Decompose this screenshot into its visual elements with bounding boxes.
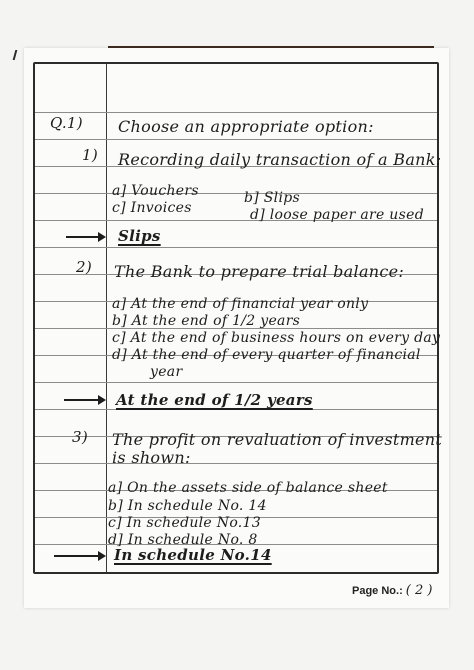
ruled-line <box>35 193 437 194</box>
q1-number: 1) <box>82 146 98 164</box>
page-number-label: Page No.: <box>352 585 403 597</box>
q3-prompt-line1: The profit on revaluation of investment <box>112 430 443 449</box>
ruled-line <box>35 247 437 248</box>
question-number: Q.1) <box>50 114 83 132</box>
q2-option-a: a] At the end of financial year only <box>112 296 369 312</box>
q2-option-d: d] At the end of every quarter of financial <box>112 347 421 363</box>
q3-option-c: c] In schedule No.13 <box>108 515 261 531</box>
ruled-line <box>35 139 437 140</box>
page-top-edge <box>108 46 434 48</box>
q2-number: 2) <box>76 258 92 276</box>
q1-option-d: d] loose paper are used <box>250 207 424 223</box>
q3-option-b: b] In schedule No. 14 <box>108 498 267 514</box>
q1-option-b: b] Slips <box>244 190 300 206</box>
q3-prompt-line2: is shown: <box>112 448 191 467</box>
q2-prompt: The Bank to prepare trial balance: <box>114 262 405 281</box>
answer-arrow-icon <box>54 555 104 557</box>
ruled-line <box>35 112 437 113</box>
q3-option-a: a] On the assets side of balance sheet <box>108 480 388 496</box>
ruled-line <box>35 463 437 464</box>
q1-prompt: Recording daily transaction of a Bank: <box>118 150 442 169</box>
section-heading: Choose an appropriate option: <box>118 117 374 136</box>
page-number <box>352 583 432 598</box>
q2-option-d-cont: year <box>150 364 183 380</box>
ruled-line <box>35 382 437 383</box>
q3-option-d: d] In schedule No. 8 <box>108 532 258 548</box>
q2-option-b: b] At the end of 1/2 years <box>112 313 301 329</box>
q2-answer: At the end of 1/2 years <box>116 391 313 409</box>
ruled-line <box>35 409 437 410</box>
margin-line <box>106 64 107 572</box>
q1-answer: Slips <box>118 227 161 245</box>
q1-option-c: c] Invoices <box>112 200 192 216</box>
q3-answer: In schedule No.14 <box>114 546 272 564</box>
q1-option-a: a] Vouchers <box>112 183 199 199</box>
q3-number: 3) <box>72 428 88 446</box>
answer-arrow-icon <box>66 236 104 238</box>
q2-option-c: c] At the end of business hours on every day <box>112 330 441 346</box>
answer-arrow-icon <box>64 399 104 401</box>
page-number-value: ( 2 ) <box>405 583 433 598</box>
